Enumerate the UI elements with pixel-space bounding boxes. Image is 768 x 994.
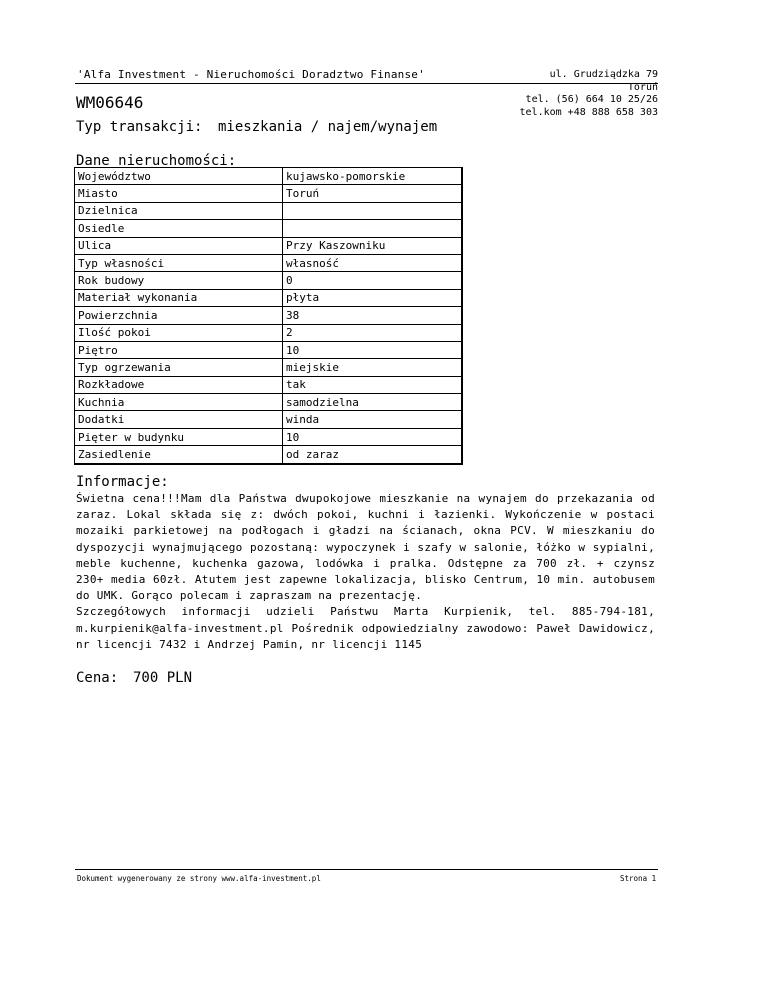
info-paragraph-contact: Szczegółowych informacji udzieli Państwu Marta Kurpienik, tel. 885-794-181, m.kurpienik@alfa-investment.pl Pośrednik odpowiedzialny zawodowo: Paweł Dawidowicz, nr licencji 7432 i Andrzej Pamin, nr licencji 1145 [76,605,655,651]
info-text [76,491,655,653]
table-row [75,359,463,376]
property-value [283,202,463,219]
table-row [75,307,463,324]
table-row [75,272,463,289]
company-address [520,69,658,119]
property-label: Piętro [75,341,283,358]
property-value: 10 [283,428,463,445]
property-label: Typ własności [75,254,283,271]
property-label: Osiedle [75,220,283,237]
property-value: 0 [283,272,463,289]
info-section-title: Informacje: [76,474,169,490]
table-row [75,237,463,254]
transaction-value: mieszkania / najem/wynajem [218,119,438,135]
info-paragraph-description: Świetna cena!!!Mam dla Państwa dwupokojowe mieszkanie na wynajem do przekazania od zaraz. Lokal składa się z: dwóch pokoi, kuchni i łazienki. Wykończenie w postaci mozaiki parkietowej na podłogach i gładzi na ścianach, okna PCV. W mieszkaniu do dyspozycji wynajmującego pozostaną: wypoczynek i szafy w salonie, łóżko w sypialni, meble kuchenne, kuchenka gazowa, lodówka i pralka. Odstępne za 700 zł. + czynsz 230+ media 60zł. Atutem jest zapewne lokalizacja, blisko Centrum, 10 min. autobusem do UMK. Gorąco polecam i zapraszam na prezentację. [76,492,655,603]
property-label: Dodatki [75,411,283,428]
table-row [75,254,463,271]
table-row [75,394,463,411]
property-value: Toruń [283,185,463,202]
property-value: od zaraz [283,446,463,464]
property-label: Materiał wykonania [75,289,283,306]
property-label: Dzielnica [75,202,283,219]
property-label: Ilość pokoi [75,324,283,341]
property-label: Rozkładowe [75,376,283,393]
price-label: Cena: [76,670,119,686]
property-value: 2 [283,324,463,341]
property-label: Typ ogrzewania [75,359,283,376]
footer-source: Dokument wygenerowany ze strony www.alfa-investment.pl [77,874,321,883]
property-value: płyta [283,289,463,306]
table-row [75,185,463,202]
table-row [75,376,463,393]
property-value: samodzielna [283,394,463,411]
property-value: Przy Kaszowniku [283,237,463,254]
property-label: Rok budowy [75,272,283,289]
offer-code: WM06646 [76,93,144,112]
table-row [75,341,463,358]
address-phone: tel. (56) 664 10 25/26 [525,94,658,105]
property-label: Zasiedlenie [75,446,283,464]
table-row [75,428,463,445]
table-row [75,168,463,185]
table-row [75,202,463,219]
address-city: Toruń [627,81,658,93]
company-name: 'Alfa Investment - Nieruchomości Doradztwo Finanse' [77,68,425,81]
property-label: Ulica [75,237,283,254]
table-row [75,324,463,341]
property-label: Województwo [75,168,283,185]
property-value: miejskie [283,359,463,376]
property-value: własność [283,254,463,271]
property-value: tak [283,376,463,393]
property-value: 10 [283,341,463,358]
page-number: Strona 1 [620,874,657,883]
table-row [75,446,463,464]
property-table [74,167,463,465]
property-value: kujawsko-pomorskie [283,168,463,185]
footer-divider [75,869,658,870]
property-label: Kuchnia [75,394,283,411]
property-label: Pięter w budynku [75,428,283,445]
price-value: 700 PLN [133,670,193,686]
property-label: Powierzchnia [75,307,283,324]
property-label: Miasto [75,185,283,202]
property-value: 38 [283,307,463,324]
address-mobile: tel.kom +48 888 658 303 [519,106,658,118]
address-street: ul. Grudziądzka 79 [549,69,658,80]
table-row [75,220,463,237]
table-row [75,411,463,428]
property-value: winda [283,411,463,428]
property-value [283,220,463,237]
table-row [75,289,463,306]
property-section-title: Dane nieruchomości: [76,153,237,169]
transaction-label: Typ transakcji: [76,119,203,135]
